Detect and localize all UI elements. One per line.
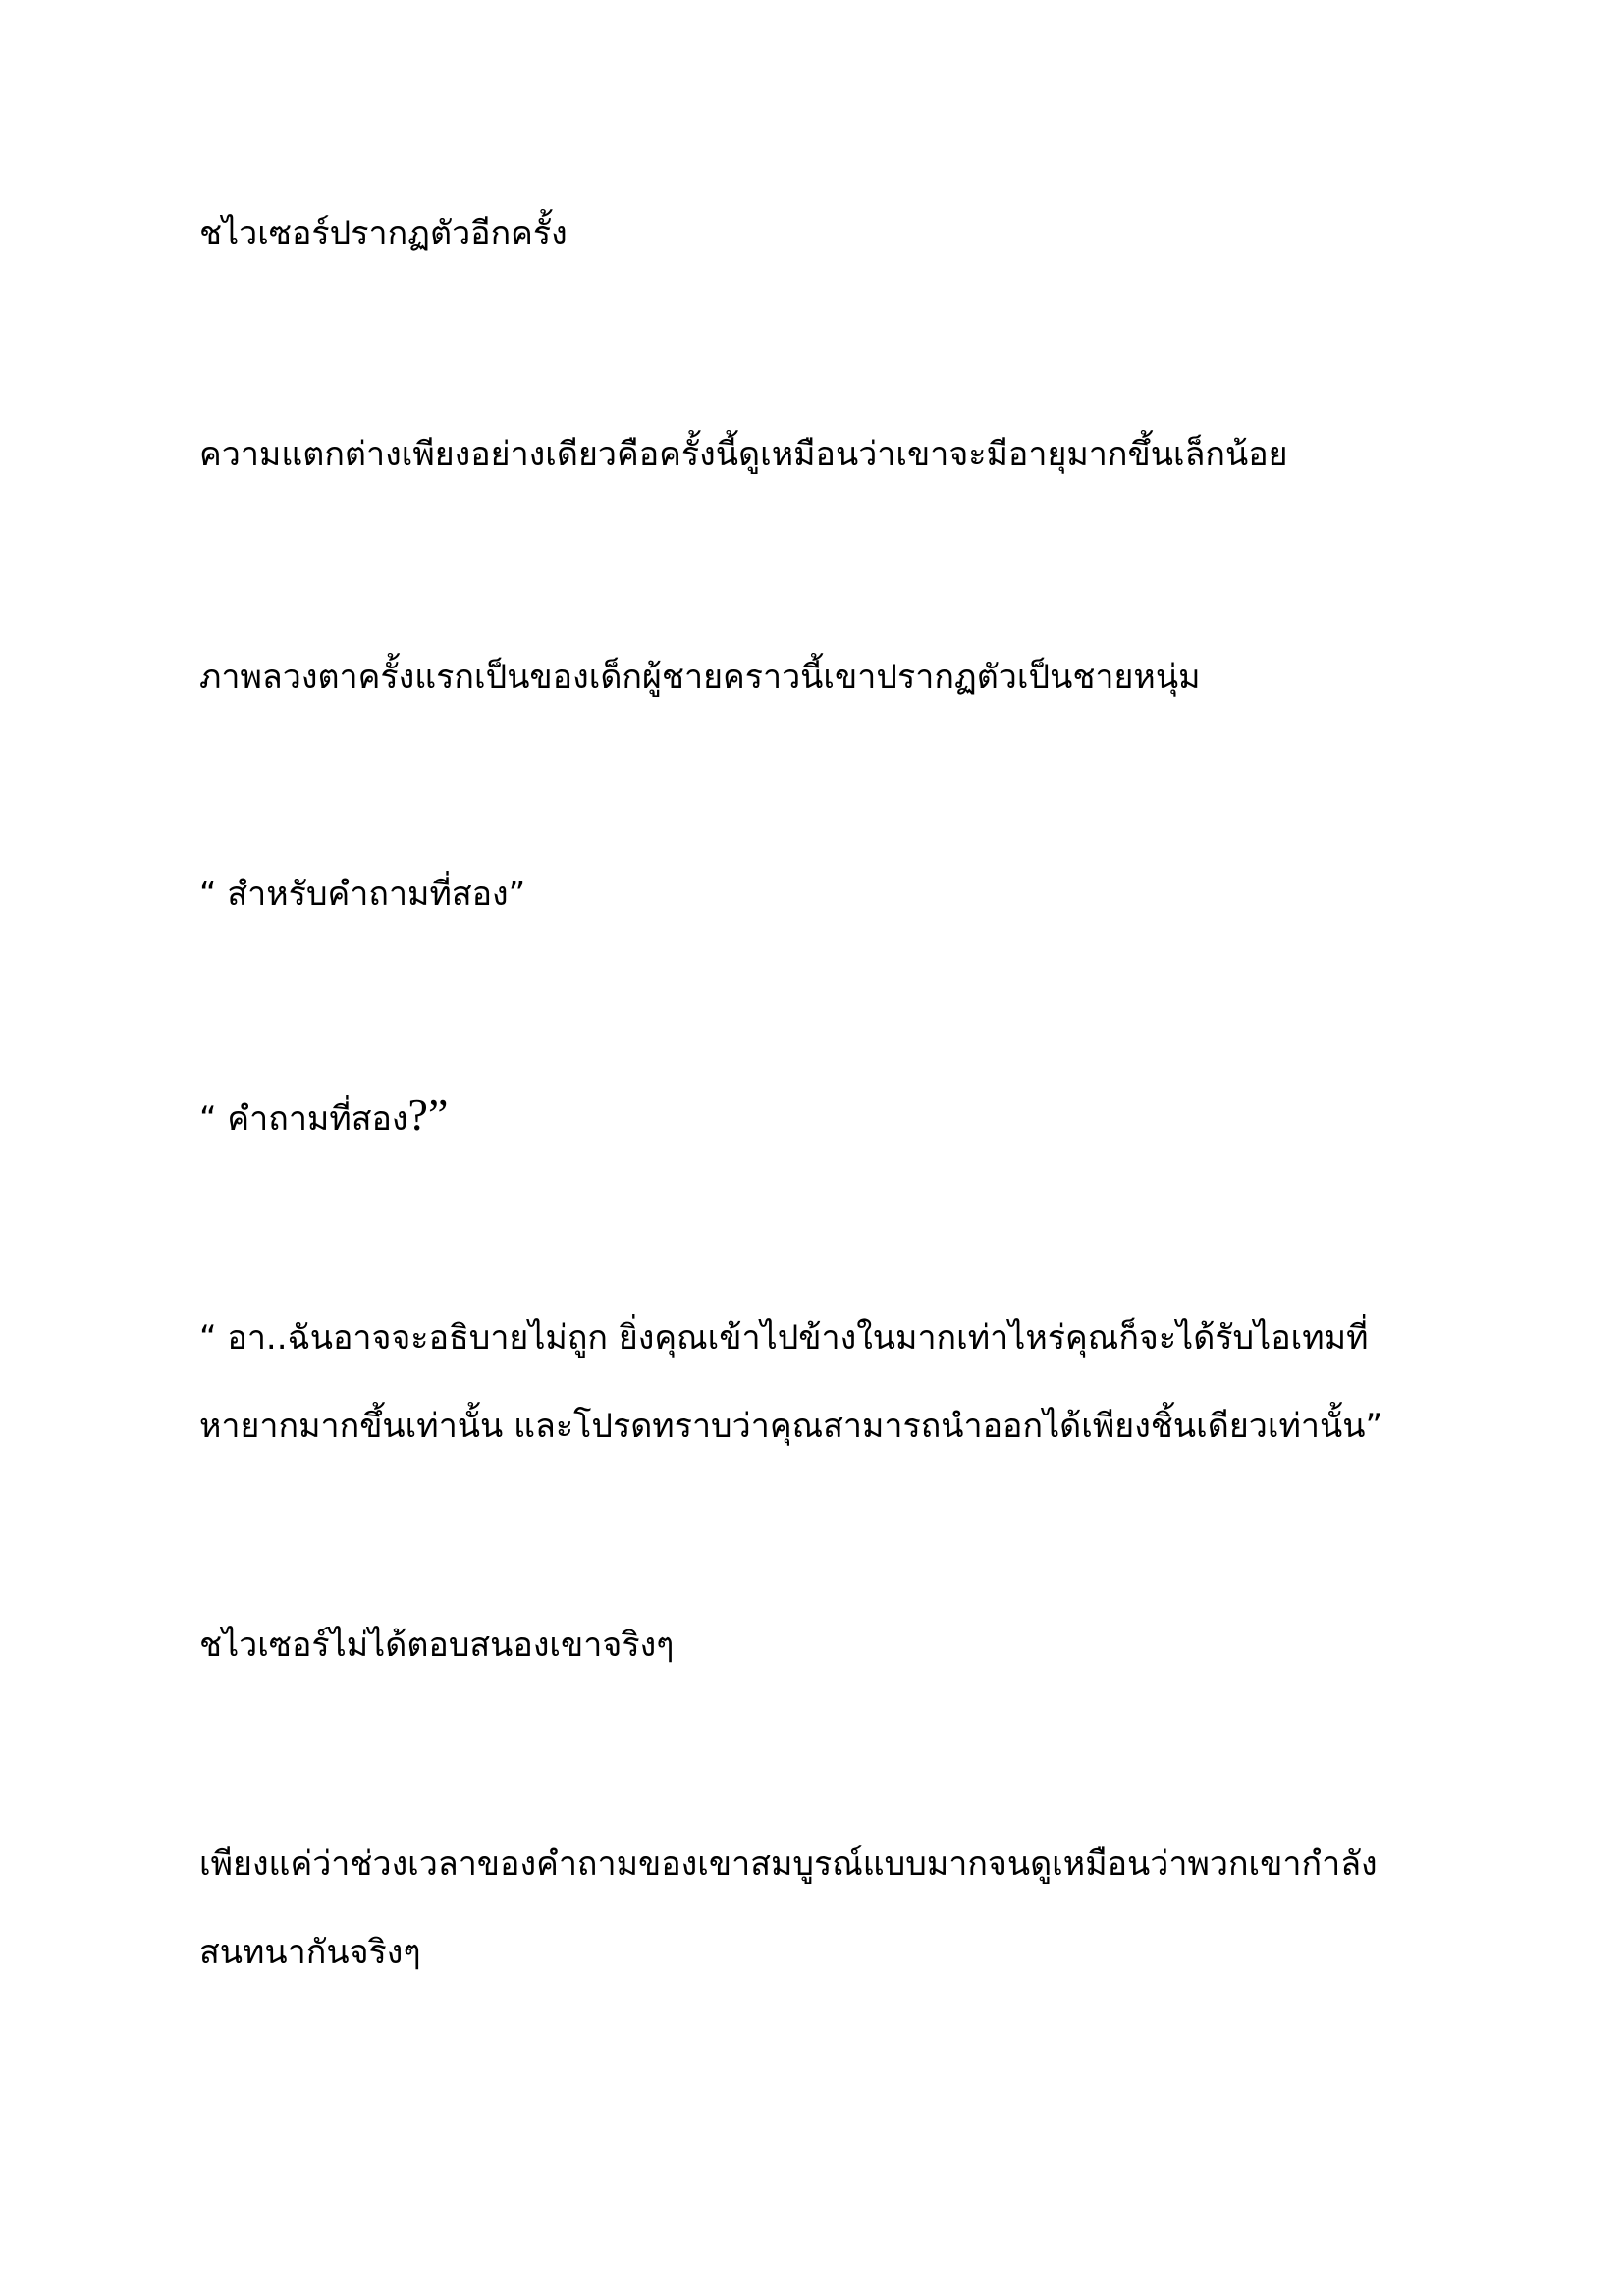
paragraph-1-line-1: ชไวเซอร์ปรากฏตัวอีกครั้ง <box>199 214 568 253</box>
paragraph-8-line-1: เพียงแค่ว่าช่วงเวลาของคำถามของเขาสมบูรณ์แบบมากจนดูเหมือนว่าพวกเขากำลัง <box>199 1844 1378 1884</box>
paragraph-3-line-1: ภาพลวงตาครั้งแรกเป็นของเด็กผู้ชายคราวนี้เขาปรากฏตัวเป็นชายหนุ่ม <box>199 658 1201 697</box>
paragraph-4-line-1: “ สำหรับคำถามที่สอง” <box>199 875 526 914</box>
paragraph-5 <box>199 1071 1456 1163</box>
paragraph-2-line-1: ความแตกต่างเพียงอย่างเดียวคือครั้งนี้ดูเหมือนว่าเขาจะมีอายุมากขึ้นเล็กน้อย <box>199 435 1288 474</box>
paragraph-1 <box>199 189 1456 278</box>
paragraph-3 <box>199 633 1456 721</box>
paragraph-4 <box>199 850 1456 938</box>
paragraph-7 <box>199 1601 1456 1689</box>
paragraph-8-line-2: สนทนากันจริงๆ <box>199 1933 421 1972</box>
paragraph-6-line-2: หายากมากขึ้นเท่านั้น และโปรดทราบว่าคุณสามารถนำออกได้เพียงชิ้นเดียวเท่านั้น” <box>199 1407 1383 1446</box>
paragraph-8 <box>199 1820 1456 1997</box>
paragraph-5-text: “ คำถามที่สอง <box>199 1099 408 1139</box>
paragraph-5-question-mark: ?” <box>407 1090 449 1140</box>
paragraph-2 <box>199 410 1456 499</box>
paragraph-6 <box>199 1294 1456 1470</box>
paragraph-6-line-1: “ อา..ฉันอาจจะอธิบายไม่ถูก ยิ่งคุณเข้าไปข้างในมากเท่าไหร่คุณก็จะได้รับไอเทมที่ <box>199 1318 1369 1358</box>
paragraph-7-line-1: ชไวเซอร์ไม่ได้ตอบสนองเขาจริงๆ <box>199 1626 675 1665</box>
